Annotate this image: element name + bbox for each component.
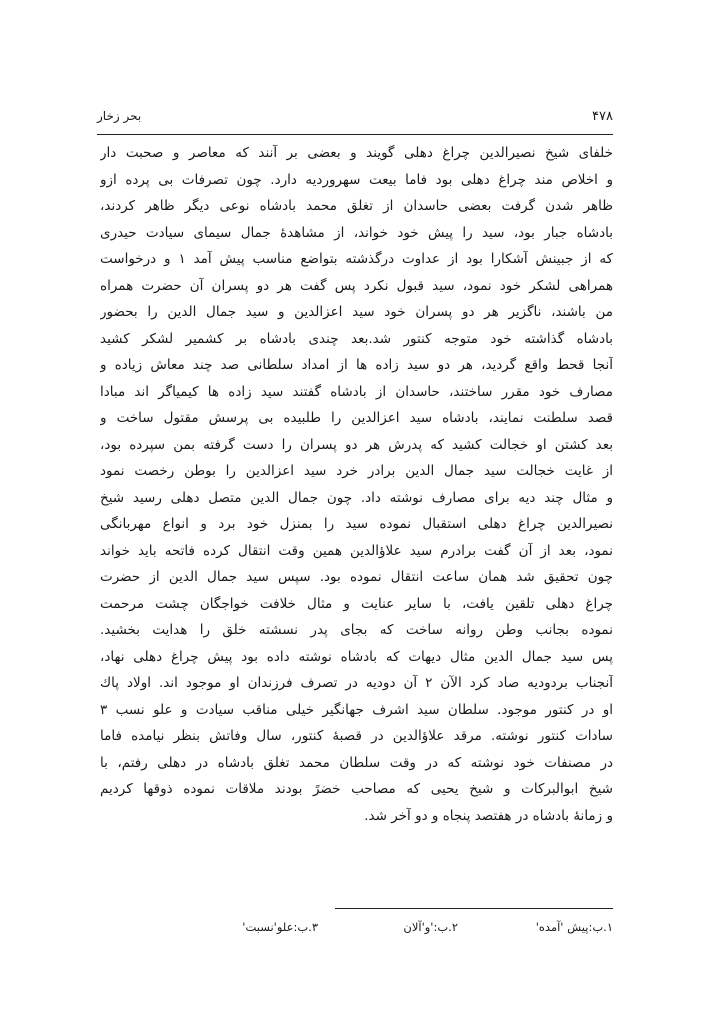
- text-line: بعد کشتن او خجالت کشید که پدرش هر دو پسران را دست گرفته بمن سپرده بود،: [100, 436, 613, 453]
- page-number: ۴۷۸: [592, 109, 613, 124]
- text-line: و اخلاص مند چراغ دهلی بود فاما بیعت سهروردیه دارد. چون تصرفات بی پرده ازو: [100, 171, 613, 188]
- text-line: من باشند، ناگزیر هر دو پسران خود سید اعزالدین و سید جمال الدین را بحضور: [100, 304, 613, 320]
- text-line: چراغ دهلی تلقین یافت، با سایر عنایت و مثال خلافت خواجگان چشت مرحمت: [100, 595, 613, 612]
- text-line: خلفای شیخ نصیرالدین چراغ دهلی گویند و بعضی بر آنند که معاصر و صحبت دار: [100, 145, 613, 161]
- text-line: سادات کنتور نوشته. مرقد علاؤالدین در قصبهٔ کنتور، سال وفاتش بنظر نیامده فاما: [100, 728, 613, 744]
- text-line: نمود، بعد از آن گفت برادرم سید علاؤالدین همین وقت انتقال کرده فاتحه باید خواند: [100, 542, 613, 559]
- text-line: چون تحقیق شد همان ساعت انتقال نموده بود. سپس سید جمال الدین از حضرت: [100, 569, 613, 585]
- footnote-rule: [335, 908, 613, 909]
- text-line: و مثال چند دیه برای مصارف نوشته داد. چون جمال الدین متصل دهلی رسید شیخ: [100, 489, 613, 506]
- text-line: همراهی لشکر خود نمود، سید قبول نکرد پس گفت هر دو پسران آن حضرت همراه: [100, 277, 613, 294]
- text-line: قصد سلطنت نمایند، بادشاه سید اعزالدین را طلبیده بی پرسش مقتول ساخت و: [100, 410, 613, 426]
- text-line: شیخ ابوالبرکات و شیخ یحیی که مصاحب خضرً بودند ملاقات نموده ذوقها کردیم: [100, 781, 613, 797]
- running-header: [97, 109, 613, 129]
- footnote-1: ۱.ب:پیش 'آمده': [535, 920, 613, 934]
- footnote-3: ۳.ب:علو'نسبت': [242, 920, 318, 934]
- text-line: بادشاه گذاشته خود متوجه کنتور شد.بعد چندی بادشاه بر کشمیر لشکر کشید: [100, 330, 613, 347]
- text-line: و زمانهٔ بادشاه در هفتصد پنجاه و دو آخر شد.: [364, 807, 613, 824]
- header-rule: [97, 134, 613, 135]
- text-line: از غایت خجالت سید جمال الدین برادر خرد سید اعزالدین را بوطن رخصت نمود: [100, 463, 613, 479]
- text-line: که از جبینش آشکارا بود از عداوت درگذشته بتواضع مناسب پیش آمد ۱ و درخواست: [100, 251, 613, 267]
- text-line: آنجناب بردودیه صاد کرد الآن ۲ آن دودیه در تصرف فرزندان او موجود اند. اولاد پاك: [100, 675, 613, 691]
- text-line: در مصنفات خود نوشته که در وقت سلطان محمد تغلق بادشاه در دهلی رفتم، با: [100, 754, 613, 771]
- text-line: بادشاه جبار بود، سید را پیش خود خواند، از مشاهدهٔ جمال سیمای سیادت حیدری: [100, 224, 613, 241]
- text-line: پس سید جمال الدین مثال دیهات که بادشاه نوشته داده بود پیش چراغ دهلی نهاد،: [100, 648, 613, 665]
- text-line: ظاهر شدن گرفت بعضی حاسدان از تغلق محمد بادشاه نوعی دیگر ظاهر کردند،: [100, 198, 613, 214]
- body-text: [100, 140, 613, 829]
- text-line: آنجا قحط واقع گردید، هر دو سید زاده ها از امداد سلطانی صد چند معاش زیاده و: [100, 357, 613, 373]
- footnote-2: ۲.ب:'و'آلان: [403, 920, 458, 934]
- text-line: مصارف خود مقرر ساختند، حاسدان از بادشاه گفتند سید زاده ها کیمیاگر اند مبادا: [100, 383, 613, 400]
- text-line: نموده بجانب وطن روانه ساخت که بجای پدر نسشته خلق را هدایت بخشید.: [100, 622, 613, 638]
- text-line: نصیرالدین چراغ دهلی استقبال نموده سید را بمنزل خود برد و انواع مهربانگی: [100, 516, 613, 532]
- book-title: بحر زخار: [97, 109, 142, 123]
- text-line: او در کنتور موجود. سلطان سید اشرف جهانگیر خیلی مناقب سیادت و علو نسب ۳: [100, 701, 613, 718]
